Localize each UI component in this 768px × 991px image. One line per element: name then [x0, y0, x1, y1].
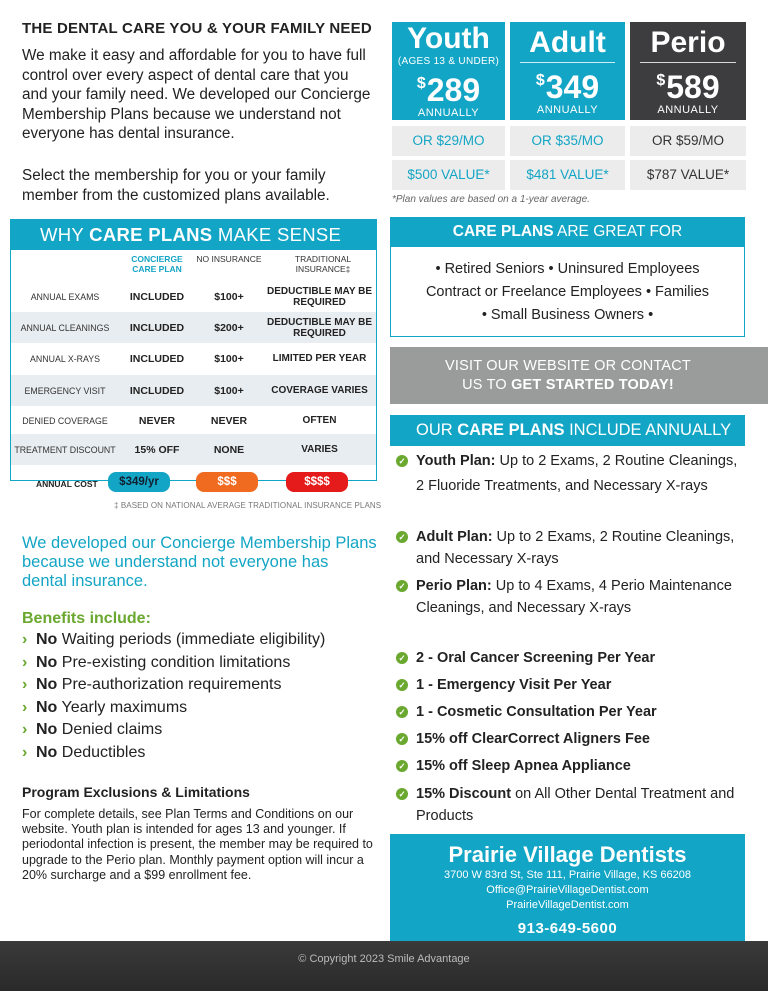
table-row — [11, 405, 376, 436]
include-item: ✓ Adult Plan: Up to 2 Exams, 2 Routine Cleanings, and Necessary X-rays — [396, 526, 748, 570]
intro-select-paragraph: Select the membership for you or your family member from the customized plans available. — [22, 167, 330, 204]
check-icon: ✓ — [396, 788, 408, 800]
currency-symbol: $ — [535, 72, 545, 89]
great-for-line: • Retired Seniors • Uninsured Employees — [435, 261, 700, 277]
check-icon: ✓ — [396, 760, 408, 772]
chevron-right-icon: › — [22, 721, 28, 738]
row-label: EMERGENCY VISIT — [24, 385, 106, 396]
concierge-cell: INCLUDED — [129, 321, 185, 334]
benefit-item: › No Yearly maximums — [22, 699, 188, 716]
website-link[interactable]: PrairieVillageDentist.com — [506, 899, 629, 911]
no-insurance-cell: $100+ — [214, 290, 244, 303]
traditional-cell: VARIES — [301, 444, 338, 455]
intro-paragraph: We make it easy and affordable for you to have full control over every aspect of dental care that you and your family need. We developed our Concierge Membership Plans because we understand not everyone has dental insurance. — [22, 47, 371, 142]
check-icon: ✓ — [396, 706, 408, 718]
intro-heading: THE DENTAL CARE YOU & YOUR FAMILY NEED — [22, 20, 372, 37]
check-icon: ✓ — [396, 679, 408, 691]
price-amount: 589 — [666, 69, 720, 105]
price-amount: 289 — [426, 72, 481, 108]
plan-value-note: *Plan values are based on a 1-year average. — [392, 194, 590, 205]
plan-age-note: (AGES 13 & UNDER) — [397, 56, 500, 67]
benefit-item: › No Waiting periods (immediate eligibility) — [22, 631, 326, 648]
price-amount: 349 — [545, 69, 600, 105]
plan-name: Adult — [529, 26, 606, 59]
benefit-item: › No Pre-authorization requirements — [22, 676, 282, 693]
email-link[interactable]: Office@PrairieVillageDentist.com — [486, 884, 649, 896]
benefit-item: › No Deductibles — [22, 744, 146, 761]
include-item: ✓ 15% off ClearCorrect Aligners Fee — [396, 728, 748, 750]
contact-card — [390, 834, 745, 941]
table-row — [11, 434, 376, 465]
plan-name: Youth — [407, 22, 490, 55]
chevron-right-icon: › — [22, 676, 28, 693]
currency-symbol: $ — [656, 72, 666, 89]
column-header-concierge: CONCIERGE CARE PLAN — [131, 254, 183, 274]
no-insurance-cell: $200+ — [214, 321, 244, 334]
no-insurance-cost-badge: $$$ — [196, 472, 258, 492]
traditional-cell: LIMITED PER YEAR — [272, 353, 367, 364]
membership-statement: We developed our Concierge Membership Plans because we understand not everyone has dental insurance. — [22, 534, 377, 590]
call-to-action-banner — [390, 347, 768, 404]
comparison-table-title: WHY CARE PLANS MAKE SENSE — [10, 219, 377, 250]
youth-plan-card — [392, 22, 505, 120]
plan-billing-period: ANNUALLY — [536, 104, 599, 116]
traditional-cell: DEDUCTIBLE MAY BE REQUIRED — [266, 285, 372, 308]
chevron-right-icon: › — [22, 631, 28, 648]
copyright-footer: © Copyright 2023 Smile Advantage — [0, 941, 768, 991]
benefits-title: Benefits include: — [22, 610, 151, 627]
row-label: ANNUAL EXAMS — [30, 291, 100, 302]
chevron-right-icon: › — [22, 699, 28, 716]
perio-plan-card — [630, 22, 746, 120]
adult-plan-value: $481 VALUE* — [510, 160, 625, 190]
concierge-cell: 15% OFF — [134, 443, 180, 456]
column-header-traditional: TRADITIONAL INSURANCE‡ — [294, 254, 352, 274]
traditional-cell: OFTEN — [302, 415, 337, 426]
phone-link[interactable]: 913-649-5600 — [517, 920, 618, 937]
table-row — [11, 281, 376, 312]
include-item: ✓ 15% Discount on All Other Dental Treatment and Products — [396, 783, 748, 827]
check-icon: ✓ — [396, 455, 408, 467]
column-header-no-insurance: NO INSURANCE — [196, 254, 262, 264]
adult-plan-card — [510, 22, 625, 120]
great-for-line: • Small Business Owners • — [481, 307, 654, 323]
check-icon: ✓ — [396, 531, 408, 543]
row-label: TREATMENT DISCOUNT — [14, 444, 116, 455]
exclusions-text: For complete details, see Plan Terms and Conditions on our website. Youth plan is intended for ages 13 and younger. If periodontal infection is present, the member may be required to upgrade to the Perio plan. Monthly payment option will incur a 20% surcharge and a $99 enrollment fee. — [22, 807, 373, 882]
plan-billing-period: ANNUALLY — [657, 104, 719, 116]
no-insurance-cell: $100+ — [214, 384, 244, 397]
check-icon: ✓ — [396, 733, 408, 745]
cta-line: US TO GET STARTED TODAY! — [462, 377, 674, 393]
plan-divider — [640, 62, 736, 63]
exclusions-title: Program Exclusions & Limitations — [22, 784, 250, 800]
include-item: ✓ 15% off Sleep Apnea Appliance — [396, 755, 748, 777]
concierge-cell: INCLUDED — [129, 290, 185, 303]
practice-address: 3700 W 83rd St, Ste 111, Prairie Village, KS 66208 — [443, 869, 692, 881]
include-item: ✓ Youth Plan: Up to 2 Exams, 2 Routine Cleanings, 2 Fluoride Treatments, and Necessary X-rays — [396, 449, 748, 499]
cta-line: VISIT OUR WEBSITE OR CONTACT — [445, 358, 691, 374]
row-label: ANNUAL X-RAYS — [30, 353, 100, 364]
check-icon: ✓ — [396, 652, 408, 664]
great-for-title: CARE PLANS ARE GREAT FOR — [390, 217, 745, 247]
concierge-cost-badge: $349/yr — [108, 472, 170, 492]
traditional-cell: DEDUCTIBLE MAY BE REQUIRED — [266, 316, 372, 339]
great-for-list — [392, 258, 743, 327]
benefit-item: › No Pre-existing condition limitations — [22, 654, 291, 671]
plan-price — [630, 64, 746, 104]
benefit-item: › No Denied claims — [22, 721, 163, 738]
perio-plan-value: $787 VALUE* — [630, 160, 746, 190]
plan-price — [510, 64, 625, 104]
table-row — [11, 375, 376, 406]
includes-title: OUR CARE PLANS INCLUDE ANNUALLY — [390, 415, 745, 446]
table-footnote: ‡ BASED ON NATIONAL AVERAGE TRADITIONAL INSURANCE PLANS — [114, 501, 382, 510]
include-item: ✓ 1 - Cosmetic Consultation Per Year — [396, 701, 748, 723]
no-insurance-cell: NONE — [213, 443, 245, 456]
row-label: DENIED COVERAGE — [22, 415, 108, 426]
currency-symbol: $ — [416, 75, 426, 92]
great-for-line: Contract or Freelance Employees • Families — [425, 284, 710, 300]
plan-price — [392, 67, 505, 107]
traditional-cell: COVERAGE VARIES — [271, 385, 368, 396]
annual-cost-label: ANNUAL COST — [36, 479, 98, 489]
include-item: ✓ 1 - Emergency Visit Per Year — [396, 674, 748, 696]
concierge-cell: INCLUDED — [129, 384, 185, 397]
chevron-right-icon: › — [22, 654, 28, 671]
table-row — [11, 343, 376, 374]
check-icon: ✓ — [396, 580, 408, 592]
traditional-cost-badge: $$$$ — [286, 472, 348, 492]
no-insurance-cell: NEVER — [210, 414, 248, 427]
youth-plan-value: $500 VALUE* — [392, 160, 505, 190]
plan-name: Perio — [650, 26, 726, 59]
practice-name: Prairie Village Dentists — [448, 842, 687, 867]
no-insurance-cell: $100+ — [214, 352, 244, 365]
include-item: ✓ Perio Plan: Up to 4 Exams, 4 Perio Maintenance Cleanings, and Necessary X-rays — [396, 575, 748, 619]
adult-monthly-price: OR $35/MO — [510, 126, 625, 156]
concierge-cell: NEVER — [138, 414, 176, 427]
plan-billing-period: ANNUALLY — [417, 107, 480, 119]
chevron-right-icon: › — [22, 744, 28, 761]
concierge-cell: INCLUDED — [129, 352, 185, 365]
plan-divider — [520, 62, 615, 63]
include-item: ✓ 2 - Oral Cancer Screening Per Year — [396, 647, 748, 669]
perio-monthly-price: OR $59/MO — [630, 126, 746, 156]
table-row — [11, 312, 376, 343]
row-label: ANNUAL CLEANINGS — [20, 322, 110, 333]
youth-monthly-price: OR $29/MO — [392, 126, 505, 156]
